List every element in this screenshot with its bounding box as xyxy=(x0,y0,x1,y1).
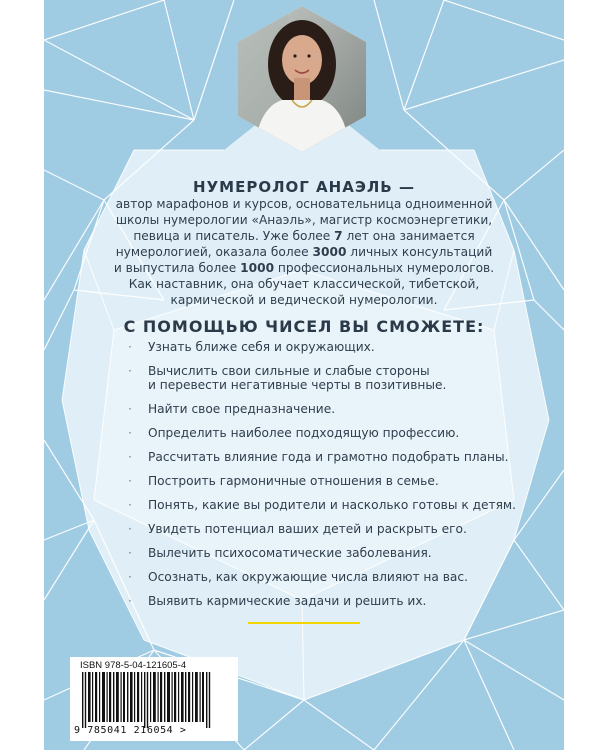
list-item xyxy=(128,426,528,440)
bullet-icon: · xyxy=(128,450,132,464)
barcode-block xyxy=(70,657,238,741)
consultations-number: 3000 xyxy=(312,245,347,259)
list-item-text: и перевести негативные черты в позитивные. xyxy=(148,378,447,392)
students-number: 1000 xyxy=(240,261,275,275)
bio-line xyxy=(50,292,558,308)
list-item xyxy=(128,498,528,512)
bio-text: автор марафонов и курсов, основательница одноименной xyxy=(115,197,493,211)
author-photo xyxy=(238,6,366,152)
bio-text: лет она занимается xyxy=(342,229,475,243)
bullet-icon: · xyxy=(128,426,132,440)
bio-line xyxy=(50,212,558,228)
bullet-icon: · xyxy=(128,522,132,536)
list-item-text: Рассчитать влияние года и грамотно подобрать планы. xyxy=(148,450,509,464)
list-item-text: Выявить кармические задачи и решить их. xyxy=(148,594,427,608)
list-item-text: Увидеть потенциал ваших детей и раскрыть его. xyxy=(148,522,467,536)
bio-text: певица и писатель. xyxy=(133,229,259,243)
bio-line xyxy=(50,276,558,292)
book-back-cover xyxy=(44,0,564,750)
bullet-icon: · xyxy=(128,474,132,488)
benefits-heading: С ПОМОЩЬЮ ЧИСЕЛ ВЫ СМОЖЕТЕ: xyxy=(123,317,485,336)
ean-number: 9 785041 216054 > xyxy=(74,725,187,736)
bio-line xyxy=(50,196,558,212)
bullet-icon: · xyxy=(128,570,132,584)
bio-text: и выпустила более xyxy=(113,261,241,275)
bio-text: Как наставник, она обучает классической, тибетской, xyxy=(128,277,480,291)
author-heading: НУМЕРОЛОГ АНАЭЛЬ — xyxy=(193,178,415,196)
author-bio xyxy=(50,178,558,308)
bullet-icon: · xyxy=(128,594,132,608)
bullet-icon: · xyxy=(128,340,132,354)
list-item-text: Построить гармоничные отношения в семье. xyxy=(148,474,439,488)
list-item xyxy=(128,522,528,536)
bio-line xyxy=(50,228,558,244)
bio-text: личных консультаций xyxy=(346,245,493,259)
bullet-icon: · xyxy=(128,402,132,416)
bullet-icon: · xyxy=(128,546,132,560)
list-item-text: Осознать, как окружающие числа влияют на вас. xyxy=(148,570,468,584)
years-number: 7 xyxy=(334,229,343,243)
isbn-text: ISBN 978-5-04-121605-4 xyxy=(80,660,187,671)
list-item xyxy=(128,570,528,584)
list-item xyxy=(128,364,528,378)
bio-text: Уже более xyxy=(258,229,335,243)
list-item-text: Вычислить свои сильные и слабые стороны xyxy=(148,364,430,378)
benefits-list xyxy=(128,340,528,608)
list-item xyxy=(128,402,528,416)
bio-text: нумерологией, оказала более xyxy=(115,245,313,259)
author-portrait-image xyxy=(238,6,366,152)
list-item-text: Вылечить психосоматические заболевания. xyxy=(148,546,432,560)
list-item xyxy=(128,546,528,560)
list-item-continuation xyxy=(128,378,528,392)
list-item xyxy=(128,594,528,608)
list-item-text: Найти свое предназначение. xyxy=(148,402,336,416)
list-item xyxy=(128,340,528,354)
bio-line xyxy=(50,260,558,276)
list-item-text: Понять, какие вы родители и насколько готовы к детям. xyxy=(148,498,517,512)
list-item-text: Определить наиболее подходящую профессию. xyxy=(148,426,460,440)
bullet-icon: · xyxy=(128,498,132,512)
bullet-icon: · xyxy=(128,364,132,378)
bio-text: кармической и ведической нумерологии. xyxy=(170,293,438,307)
accent-divider xyxy=(248,622,360,624)
list-item xyxy=(128,474,528,488)
bio-line xyxy=(50,244,558,260)
bio-text: школы нумерологии «Анаэль», магистр космоэнергетики, xyxy=(115,213,493,227)
bio-text: профессиональных нумерологов. xyxy=(274,261,495,275)
list-item-text: Узнать ближе себя и окружающих. xyxy=(148,340,375,354)
list-item xyxy=(128,450,528,464)
